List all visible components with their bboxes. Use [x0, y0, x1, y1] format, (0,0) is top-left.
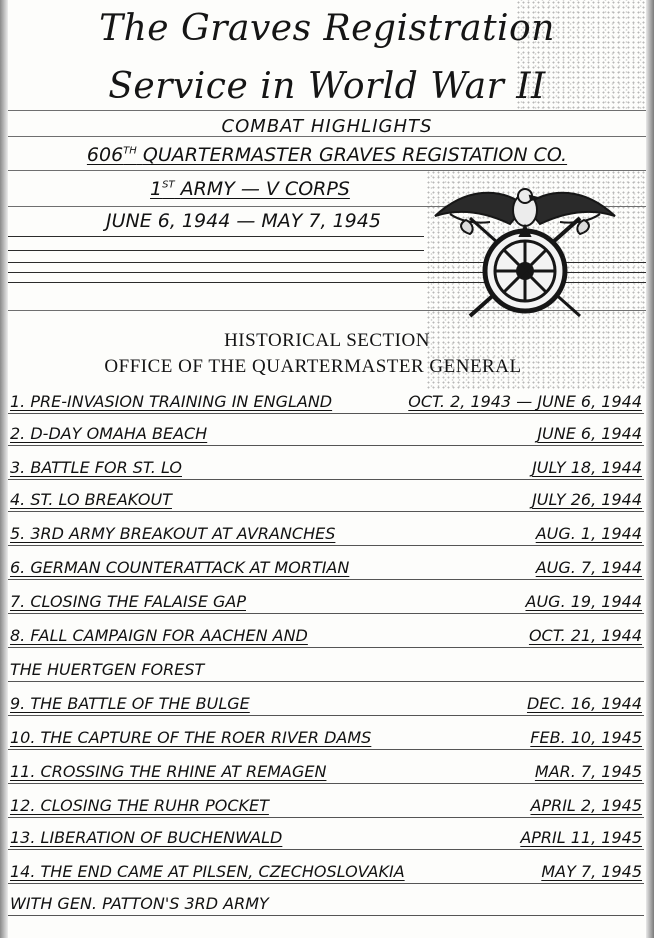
- row-rule: [8, 749, 644, 750]
- army-number: 1: [150, 178, 163, 200]
- event-row-continued: [8, 652, 644, 682]
- combat-highlights-heading: COMBAT HIGHLIGHTS: [221, 116, 433, 137]
- army-corps: [150, 178, 350, 200]
- unit-number: 606: [86, 144, 124, 166]
- event-label: 8. FALL CAMPAIGN FOR AACHEN AND: [10, 626, 308, 645]
- event-label: WITH GEN. PATTON'S 3RD ARMY: [10, 894, 269, 913]
- unit-name: [0, 144, 654, 166]
- event-row: [8, 686, 644, 716]
- ruled-line: [8, 170, 646, 171]
- event-date: JULY 26, 1944: [532, 490, 642, 509]
- event-label: 11. CROSSING THE RHINE AT REMAGEN: [10, 762, 327, 781]
- event-row: [8, 384, 644, 414]
- row-rule: [8, 883, 644, 884]
- event-row: [8, 788, 644, 818]
- event-row: [8, 550, 644, 580]
- event-label: 4. ST. LO BREAKOUT: [10, 490, 172, 509]
- unit-name-text: QUARTERMASTER GRAVES REGISTATION CO.: [142, 144, 568, 166]
- event-row: [8, 516, 644, 546]
- row-rule: [8, 783, 644, 784]
- event-row-continued: [8, 886, 644, 916]
- event-row: [8, 720, 644, 750]
- row-rule: [8, 579, 644, 580]
- quartermaster-eagle-emblem-icon: [430, 176, 620, 326]
- event-date: OCT. 2, 1943 — JUNE 6, 1944: [408, 392, 642, 411]
- event-label: 10. THE CAPTURE OF THE ROER RIVER DAMS: [10, 728, 372, 747]
- event-label: 9. THE BATTLE OF THE BULGE: [10, 694, 250, 713]
- event-label: 2. D-DAY OMAHA BEACH: [10, 424, 208, 443]
- quartermaster-office-heading: OFFICE OF THE QUARTERMASTER GENERAL: [104, 356, 522, 377]
- event-date: DEC. 16, 1944: [526, 694, 642, 713]
- event-row: [8, 450, 644, 480]
- unit-number-suffix: TH: [123, 145, 137, 157]
- scan-edge-right: [646, 0, 654, 938]
- event-date: AUG. 19, 1944: [525, 592, 642, 611]
- row-rule: [8, 545, 644, 546]
- historical-section-heading: HISTORICAL SECTION: [224, 330, 430, 351]
- ruled-line: [8, 250, 424, 251]
- row-rule: [8, 613, 644, 614]
- row-rule: [8, 445, 644, 446]
- event-date: AUG. 1, 1944: [535, 524, 642, 543]
- document-title-line-2: Service in World War II: [108, 66, 546, 107]
- event-date: AUG. 7, 1944: [535, 558, 642, 577]
- event-row: [8, 854, 644, 884]
- document-title-line-1: The Graves Registration: [99, 8, 555, 49]
- event-label: 13. LIBERATION OF BUCHENWALD: [10, 828, 283, 847]
- event-label: 5. 3RD ARMY BREAKOUT AT AVRANCHES: [10, 524, 336, 543]
- row-rule: [8, 413, 644, 414]
- ruled-line: [8, 110, 646, 111]
- row-rule: [8, 647, 644, 648]
- scan-edge-left: [0, 0, 8, 938]
- event-date: MAY 7, 1945: [541, 862, 642, 881]
- row-rule: [8, 715, 644, 716]
- row-rule: [8, 681, 644, 682]
- event-label: 14. THE END CAME AT PILSEN, CZECHOSLOVAKIA: [10, 862, 405, 881]
- event-label: 6. GERMAN COUNTERATTACK AT MORTIAN: [10, 558, 350, 577]
- event-label: 1. PRE-INVASION TRAINING IN ENGLAND: [10, 392, 333, 411]
- ruled-line: [8, 236, 424, 237]
- row-rule: [8, 849, 644, 850]
- event-row: [8, 820, 644, 850]
- event-date: JUNE 6, 1944: [537, 424, 642, 443]
- army-number-suffix: ST: [162, 179, 175, 191]
- event-label: 12. CLOSING THE RUHR POCKET: [10, 796, 269, 815]
- event-label: 7. CLOSING THE FALAISE GAP: [10, 592, 246, 611]
- row-rule: [8, 915, 644, 916]
- event-row: [8, 584, 644, 614]
- date-range: JUNE 6, 1944 — MAY 7, 1945: [106, 210, 381, 232]
- event-label: 3. BATTLE FOR ST. LO: [10, 458, 182, 477]
- event-date: OCT. 21, 1944: [528, 626, 642, 645]
- event-date: APRIL 2, 1945: [530, 796, 642, 815]
- event-date: JULY 18, 1944: [532, 458, 642, 477]
- event-row: [8, 416, 644, 446]
- event-date: MAR. 7, 1945: [534, 762, 642, 781]
- event-date: FEB. 10, 1945: [530, 728, 642, 747]
- row-rule: [8, 817, 644, 818]
- event-row: [8, 482, 644, 512]
- row-rule: [8, 511, 644, 512]
- event-date: APRIL 11, 1945: [520, 828, 642, 847]
- row-rule: [8, 479, 644, 480]
- event-row: [8, 754, 644, 784]
- event-row: [8, 618, 644, 648]
- army-corps-text: ARMY — V CORPS: [180, 178, 350, 200]
- event-label: THE HUERTGEN FOREST: [10, 660, 205, 679]
